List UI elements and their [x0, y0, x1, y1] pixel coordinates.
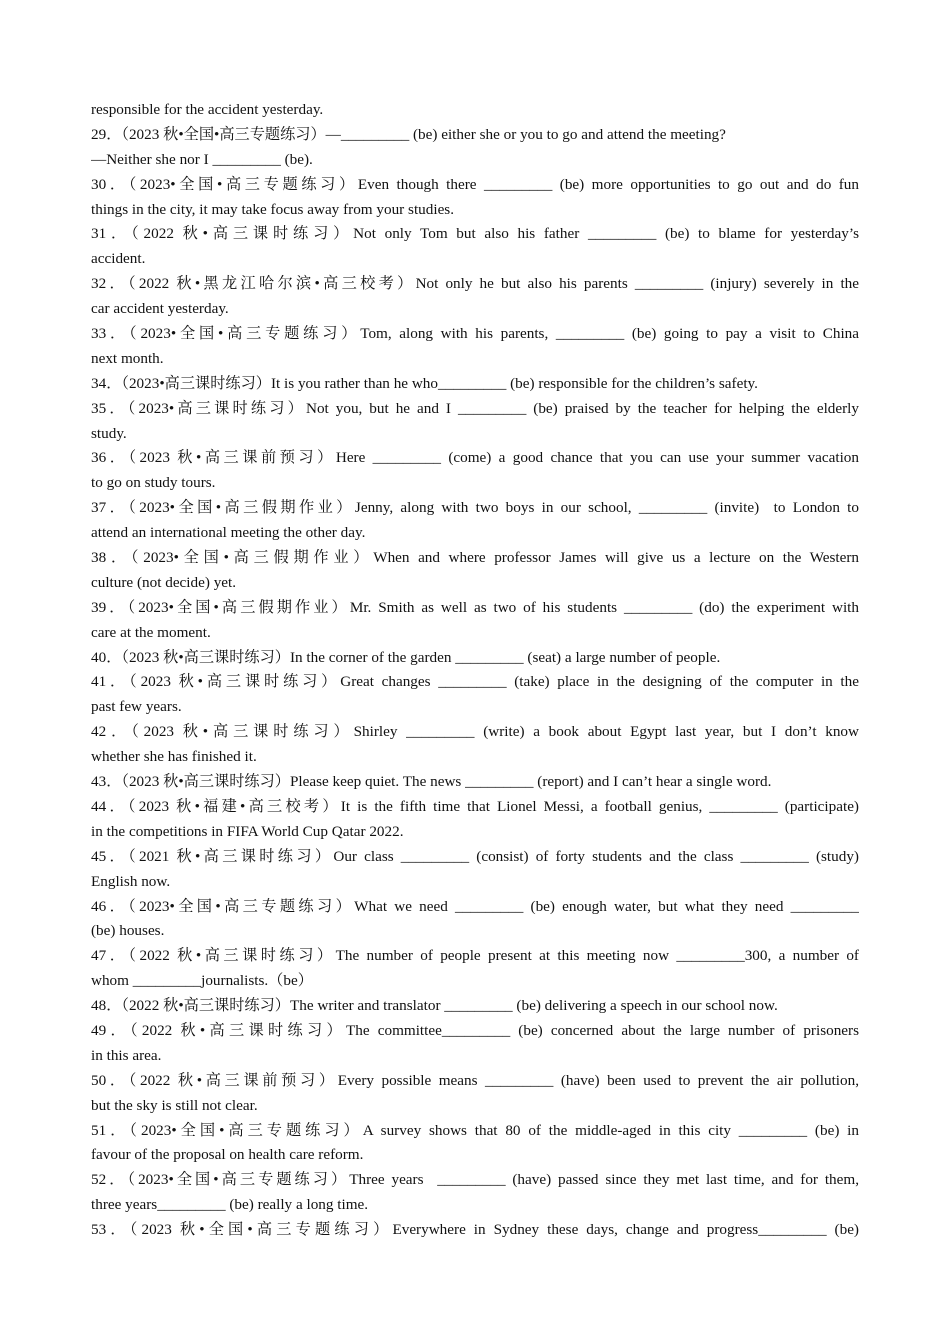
text-line: in the competitions in FIFA World Cup Qatar 2022.: [91, 822, 404, 840]
text-line: accident.: [91, 250, 146, 268]
text-line: 29．（2023 秋•全国•高三专题练习）—_________ (be) either she or you to go and attend the meeting?: [91, 125, 726, 143]
text-line: things in the city, it may take focus away from your studies.: [91, 200, 455, 218]
text-line: 51．（2023•全国•高三专题练习）A survey shows that 80 of the middle-aged in this city _________ (be) in: [91, 1121, 859, 1139]
text-line: 30．（2023•全国•高三专题练习）Even though there _________ (be) more opportunities to go out and do fun: [91, 175, 859, 193]
text-line: care at the moment.: [91, 623, 211, 641]
text-line: 37．（2023•全国•高三假期作业）Jenny, along with two boys in our school, _________ (invite) to London to: [91, 499, 859, 517]
text-line: 46．（2023•全国•高三专题练习）What we need _________ (be) enough water, but what they need _________: [91, 897, 859, 915]
text-line: 50．（2022 秋•高三课前预习）Every possible means _________ (have) been used to prevent the air pollution,: [91, 1071, 859, 1089]
text-line: past few years.: [91, 698, 182, 716]
text-line: 32．（2022 秋•黑龙江哈尔滨•高三校考）Not only he but also his parents _________ (injury) severely in the: [91, 275, 859, 293]
exercise-text: [91, 98, 859, 1243]
text-line: 52．（2023•全国•高三专题练习）Three years _________ (have) passed since they met last time, and for them,: [91, 1171, 859, 1189]
text-line: 44．（2023 秋•福建•高三校考）It is the fifth time that Lionel Messi, a football genius, _________ (participate): [91, 797, 859, 815]
text-line: car accident yesterday.: [91, 300, 229, 318]
text-line: 31．（2022 秋•高三课时练习）Not only Tom but also his father _________ (be) to blame for yesterday’s: [91, 225, 859, 243]
text-line: 36．（2023 秋•高三课前预习）Here _________ (come) a good chance that you can use your summer vacation: [91, 449, 859, 467]
text-line: whether she has finished it.: [91, 748, 257, 766]
text-line: responsible for the accident yesterday.: [91, 101, 324, 118]
text-line: 35．（2023•高三课时练习）Not you, but he and I _________ (be) praised by the teacher for helping the elderly: [91, 399, 859, 417]
text-line: 53．（2023 秋•全国•高三专题练习）Everywhere in Sydney these days, change and progress_________ (be): [91, 1221, 859, 1239]
text-line: (be) houses.: [91, 922, 165, 940]
text-line: 43．（2023 秋•高三课时练习）Please keep quiet. The news _________ (report) and I can’t hear a single word.: [91, 773, 772, 791]
text-line: 33．（2023•全国•高三专题练习）Tom, along with his parents, _________ (be) going to pay a visit to China: [91, 325, 859, 343]
text-line: attend an international meeting the other day.: [91, 524, 366, 542]
text-line: favour of the proposal on health care reform.: [91, 1146, 364, 1164]
text-line: next month.: [91, 349, 164, 367]
text-line: culture (not decide) yet.: [91, 573, 237, 591]
text-line: 39．（2023•全国•高三假期作业）Mr. Smith as well as two of his students _________ (do) the experiment with: [91, 598, 859, 616]
text-line: to go on study tours.: [91, 474, 216, 492]
text-line: 34．（2023•高三课时练习）It is you rather than he who_________ (be) responsible for the children’s safety.: [91, 374, 758, 392]
text-line: three years_________ (be) really a long time.: [91, 1196, 369, 1214]
text-line: 40．（2023 秋•高三课时练习）In the corner of the garden _________ (seat) a large number of people.: [91, 648, 721, 666]
text-line: 45．（2021 秋•高三课时练习）Our class _________ (consist) of forty students and the class _________ (study): [91, 847, 859, 865]
text-line: 38．（2023•全国•高三假期作业）When and where professor James will give us a lecture on the Western: [91, 549, 859, 567]
text-line: but the sky is still not clear.: [91, 1096, 258, 1114]
text-line: in this area.: [91, 1046, 162, 1064]
text-line: —Neither she nor I _________ (be).: [91, 150, 313, 168]
text-line: 49．（2022 秋•高三课时练习）The committee_________ (be) concerned about the large number of prisoners: [91, 1021, 859, 1039]
text-line: study.: [91, 424, 127, 442]
text-line: 48．（2022 秋•高三课时练习）The writer and translator _________ (be) delivering a speech in our school now.: [91, 997, 778, 1015]
text-line: whom _________journalists.（be）: [91, 972, 313, 990]
text-line: 41．（2023 秋•高三课时练习）Great changes _________ (take) place in the designing of the computer in the: [91, 673, 859, 691]
text-line: English now.: [91, 872, 171, 890]
text-line: 47．（2022 秋•高三课时练习）The number of people present at this meeting now _________300, a number of: [91, 947, 859, 965]
text-line: 42．（2023 秋•高三课时练习）Shirley _________ (write) a book about Egypt last year, but I don’t know: [91, 723, 859, 741]
